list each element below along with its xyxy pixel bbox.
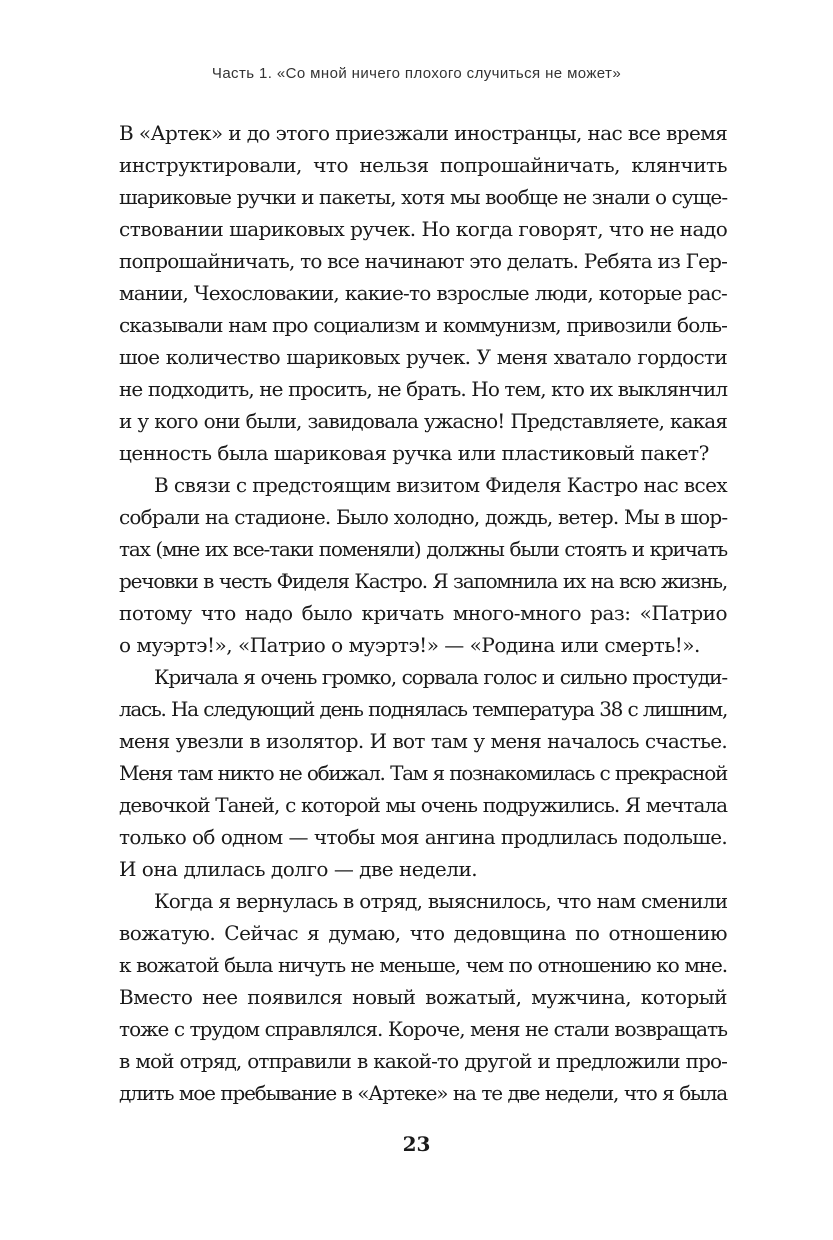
text-line: речовки в честь Фиделя Кастро. Я запомнила их на всю жизнь,	[119, 569, 727, 593]
text-line: сказывали нам про социализм и коммунизм, привозили боль-	[119, 313, 727, 337]
text-line: в мой отряд, отправили в какой-то другой и предложили про-	[119, 1049, 727, 1073]
page-number: 23	[402, 1132, 431, 1156]
text-line: Меня там никто не обижал. Там я познакомилась с прекрасной	[119, 761, 727, 785]
text-line: к вожатой была ничуть не меньше, чем по отношению ко мне.	[119, 953, 727, 977]
text-line: инструктировали, что нельзя попрошайничать, клянчить	[119, 153, 727, 177]
text-line: и у кого они были, завидовала ужасно! Представляете, какая	[119, 409, 727, 433]
text-line: девочкой Таней, с которой мы очень подружились. Я мечтала	[119, 793, 727, 817]
paragraph-2	[119, 469, 727, 661]
paragraph-1	[119, 117, 727, 469]
text-line: о муэртэ!», «Патрио о муэртэ!» — «Родина или смерть!».	[119, 633, 700, 657]
paragraph-3	[119, 661, 727, 885]
text-line: Вместо нее появился новый вожатый, мужчина, который	[119, 985, 727, 1009]
text-line: тоже с трудом справлялся. Короче, меня не стали возвращать	[119, 1017, 727, 1041]
text-line: собрали на стадионе. Было холодно, дождь, ветер. Мы в шор-	[119, 505, 728, 529]
text-line: В «Артек» и до этого приезжали иностранцы, нас все время	[119, 121, 728, 145]
text-line: В связи с предстоящим визитом Фиделя Кастро нас всех	[154, 473, 727, 497]
text-line: не подходить, не просить, не брать. Но тем, кто их выклянчил	[119, 377, 728, 401]
running-head: Часть 1. «Со мной ничего плохого случиться не может»	[211, 65, 622, 82]
text-line: меня увезли в изолятор. И вот там у меня началось счастье.	[119, 729, 727, 753]
text-line: вожатую. Сейчас я думаю, что дедовщина по отношению	[119, 921, 727, 945]
text-line: ценность была шариковая ручка или пластиковый пакет?	[119, 441, 709, 465]
text-line: ствовании шариковых ручек. Но когда говорят, что не надо	[119, 217, 728, 241]
text-line: только об одном — чтобы моя ангина продлилась подольше.	[119, 825, 727, 849]
text-line: тах (мне их все-таки поменяли) должны были стоять и кричать	[119, 537, 727, 561]
text-line: шое количество шариковых ручек. У меня хватало гордости	[119, 345, 727, 369]
text-line: лась. На следующий день поднялась температура 38 с лишним,	[119, 697, 727, 721]
text-line: И она длилась долго — две недели.	[119, 857, 478, 881]
text-line: попрошайничать, то все начинают это делать. Ребята из Гер-	[119, 249, 728, 273]
text-line: Кричала я очень громко, сорвала голос и сильно простуди-	[154, 665, 727, 689]
text-line: шариковые ручки и пакеты, хотя мы вообще не знали о суще-	[119, 185, 728, 209]
text-line: Когда я вернулась в отряд, выяснилось, что нам сменили	[154, 889, 728, 913]
paragraph-4	[119, 885, 727, 1109]
text-line: мании, Чехословакии, какие-то взрослые люди, которые рас-	[119, 281, 727, 305]
body-text	[119, 117, 727, 1109]
text-line: потому что надо было кричать много-много раз: «Патрио	[119, 601, 727, 625]
text-line: длить мое пребывание в «Артеке» на те две недели, что я была	[119, 1081, 727, 1105]
